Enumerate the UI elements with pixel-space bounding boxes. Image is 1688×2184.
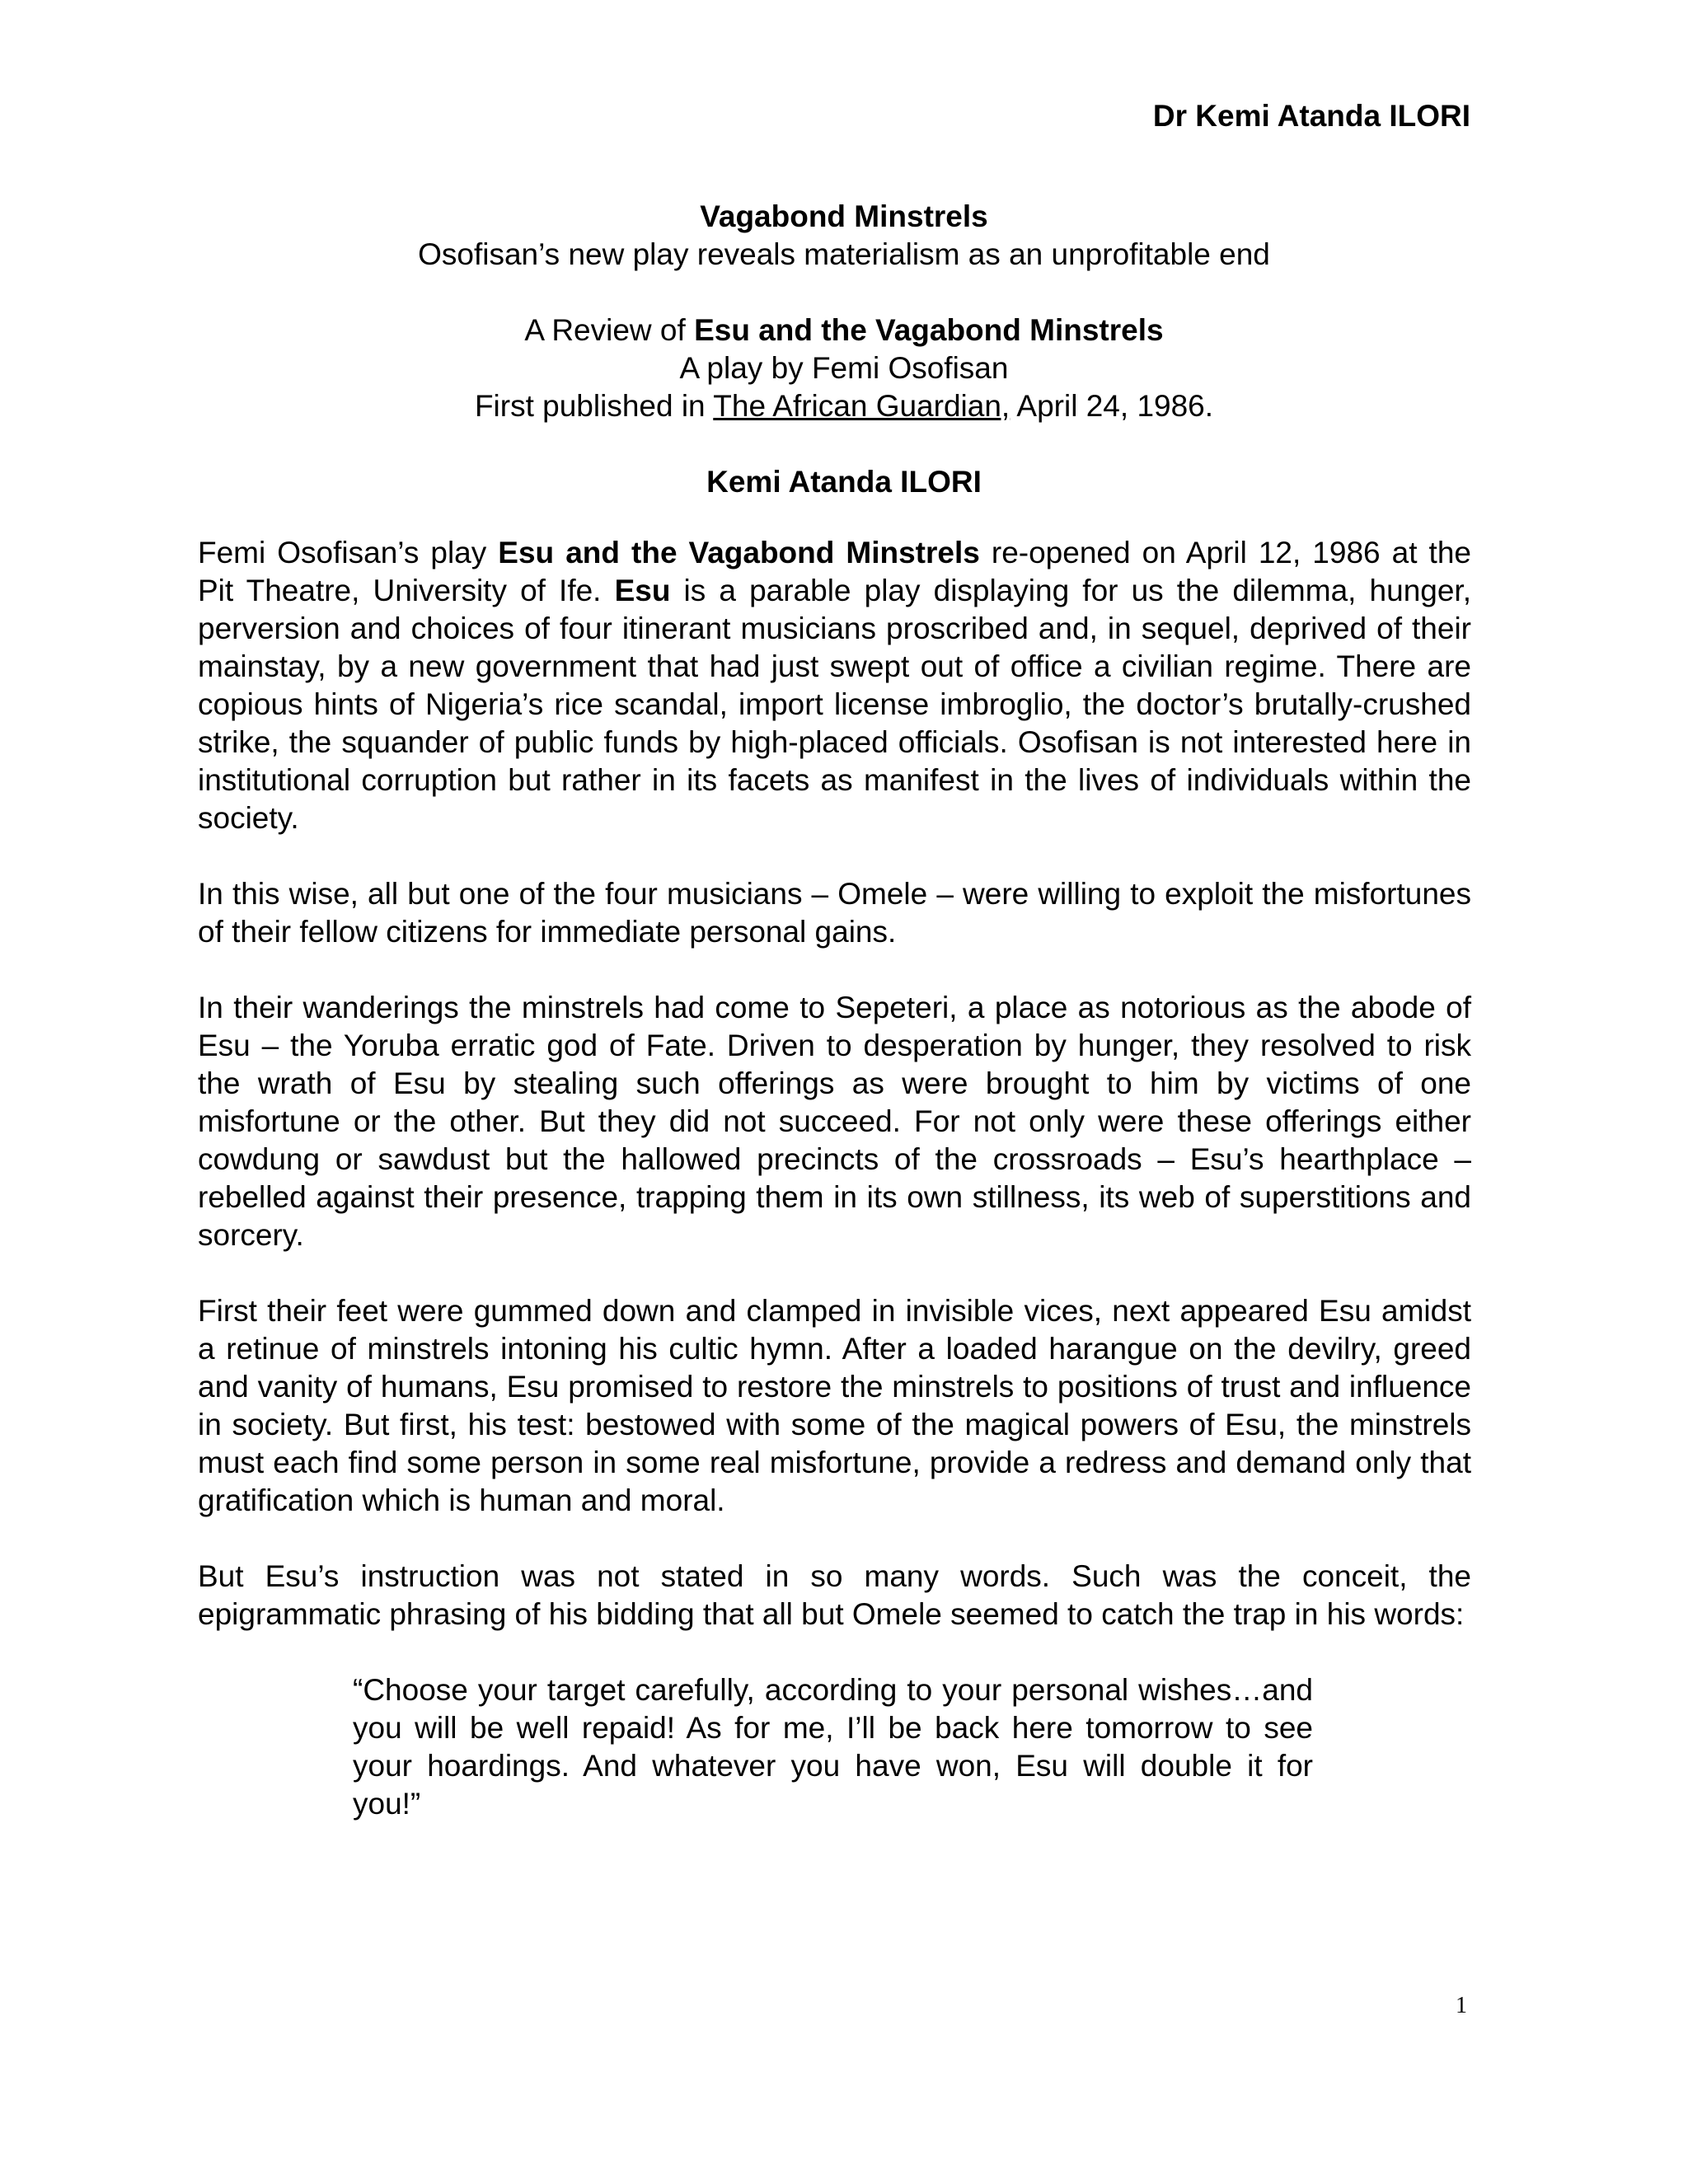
paragraph-1-text-c: is a parable play displaying for us the dilemma, hunger, perversion and choices of four itinerant musicians proscribed and, in sequel, deprived of their mainstay, by a new government that had just swept out of office a civilian regime. There are copious hints of Nigeria’s rice scandal, import license imbroglio, the doctor’s brutally-crushed strike, the squander of public funds by high-placed officials. Osofisan is not interested here in institutional corruption but rather in its facets as manifest in the lives of individuals within the society. — [198, 574, 1471, 835]
paragraph-1-text-b: re-opened on April 12, 1986 at the Pit Theatre, University of Ife. — [198, 536, 1471, 607]
paragraph-2: In this wise, all but one of the four musicians – Omele – were willing to exploit the misfortunes of their fellow citizens for immediate personal gains. — [198, 877, 1471, 949]
published-date: April 24, 1986. — [1010, 389, 1214, 423]
header-author: Dr Kemi Atanda ILORI — [1152, 99, 1470, 133]
review-prefix: A Review of — [524, 313, 695, 347]
paragraph-1 — [198, 534, 1471, 837]
title-block — [198, 198, 1490, 501]
byline: Kemi Atanda ILORI — [706, 465, 982, 499]
published-source: The African Guardian, — [713, 389, 1010, 423]
paragraph-1-play-title: Esu and the Vagabond Minstrels — [498, 536, 980, 569]
article-body — [198, 534, 1471, 1823]
paragraph-4: First their feet were gummed down and clamped in invisible vices, next appeared Esu amidst a retinue of minstrels intoning his cultic hymn. After a loaded harangue on the devilry, greed and vanity of humans, Esu promised to restore the minstrels to positions of trust and influence in society. But first, his test: bestowed with some of the magical powers of Esu, the minstrels must each find some person in some real misfortune, provide a redress and demand only that gratification which is human and moral. — [198, 1294, 1471, 1517]
review-play-title: Esu and the Vagabond Minstrels — [694, 313, 1164, 347]
block-quote: “Choose your target carefully, according to your personal wishes…and you will be well repaid! As for me, I’ll be back here tomorrow to see your hoardings. And whatever you have won, Esu will double it for you!” — [353, 1673, 1313, 1821]
paragraph-5: But Esu’s instruction was not stated in so many words. Such was the conceit, the epigrammatic phrasing of his bidding that all but Omele seemed to catch the trap in his words: — [198, 1559, 1471, 1631]
spacer — [198, 425, 1490, 463]
page-number: 1 — [1456, 1993, 1467, 2018]
review-line — [198, 312, 1490, 349]
paragraph-1-esu: Esu — [614, 574, 671, 607]
published-prefix: First published in — [474, 389, 714, 423]
paragraph-3: In their wanderings the minstrels had come to Sepeteri, a place as notorious as the abode of Esu – the Yoruba erratic god of Fate. Driven to desperation by hunger, they resolved to risk the wrath of Esu by stealing such offerings as were brought to him by victims of one misfortune or the other. But they did not succeed. For not only were these offerings either cowdung or sawdust but the hallowed precincts of the crossroads – Esu’s hearthplace – rebelled against their presence, trapping them in its own stillness, its web of superstitions and sorcery. — [198, 991, 1471, 1252]
play-by-line: A play by Femi Osofisan — [679, 351, 1009, 385]
article-subtitle: Osofisan’s new play reveals materialism as an unprofitable end — [418, 237, 1270, 271]
spacer — [198, 274, 1490, 312]
article-title: Vagabond Minstrels — [700, 199, 988, 233]
paragraph-1-text-a: Femi Osofisan’s play — [198, 536, 499, 569]
published-line — [198, 387, 1490, 425]
